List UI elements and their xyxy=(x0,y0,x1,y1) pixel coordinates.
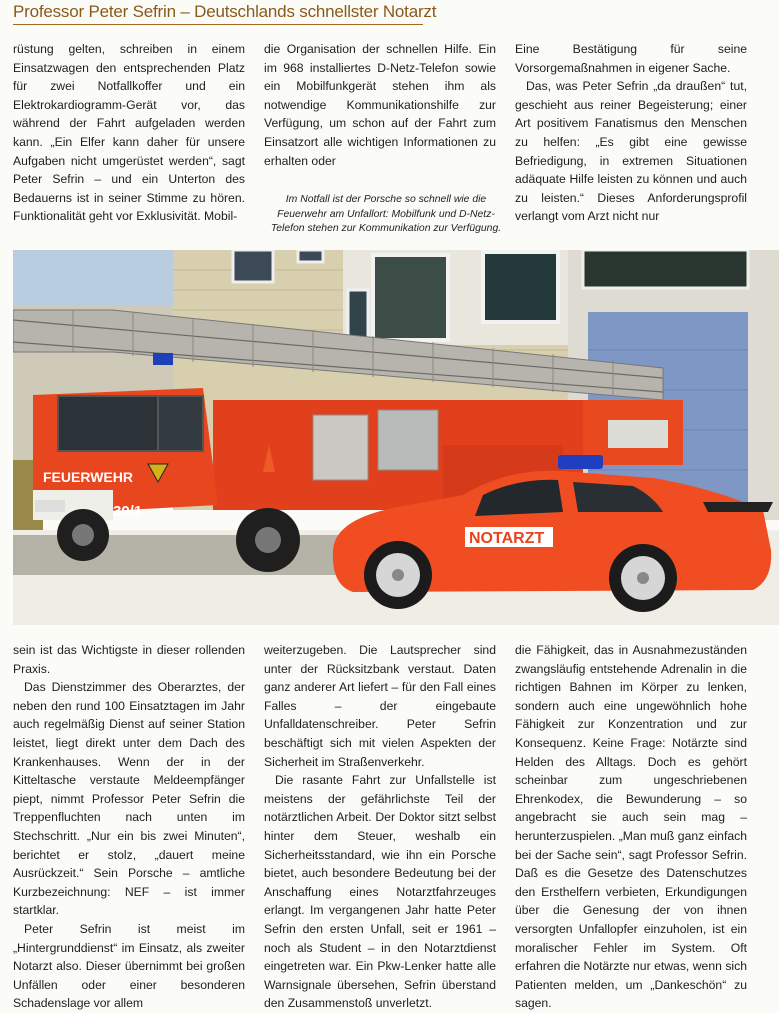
bottom-column-2 xyxy=(264,641,496,1013)
paragraph: weiterzugeben. Die Lautsprecher sind unter der Rücksitzbank verstaut. Daten ganz anderer Art liefert – für den Fall eines Falles – der eingebaute Unfalldatenschreiber. Peter Sefrin beschäftigt sich mit vielen Aspekten der Sicherheit im Straßenverkehr. xyxy=(264,643,496,769)
article-header xyxy=(13,0,437,25)
top-column-1 xyxy=(13,40,245,226)
paragraph: Die rasante Fahrt zur Unfallstelle ist meistens der gefährlichste Teil der notärztlichen Arbeit. Der Doktor sitzt selbst hinter dem Steuer, weshalb ein Sicherheitsstandard, wie ihn ein Porsche bietet, auch besondere Bedeutung bei der Anschaffung eines Notarztfahrzeuges erlangt. Im vergangenen Jahr hatte Peter Sefrin den ersten Unfall, seit er 1961 – noch als Student – in den Notarztdienst eingetreten war. Ein Pkw-Lenker hatte alle Warnsignale übersehen, Sefrin überstand den Zusammenstoß unverletzt. xyxy=(264,773,496,1011)
paragraph: Eine Bestätigung für seine Vorsorgemaßnahmen in eigener Sache. xyxy=(515,42,747,75)
paragraph: Das Dienstzimmer des Oberarztes, der neben den rund 100 Einsatztagen im Jahr auch regelmäßig Dienst auf seiner Station leistet, liegt direkt unter dem Dach des Krankenhauses. Wenn der in der Kitteltasche verstaute Meldeempfänger piept, nimmt Professor Peter Sefrin die Treppenfluchten nach unten im Stechschritt. „Nur ein bis zwei Minuten“, berichtet er stolz, „dauert meine Ausrückzeit.“ Sein Porsche – amtliche Kurzbezeichnung: NEF – ist immer startklar. xyxy=(13,680,245,918)
paragraph: sein ist das Wichtigste in dieser rollenden Praxis. xyxy=(13,643,245,676)
photo-caption: Im Notfall ist der Porsche so schnell wie die Feuerwehr am Unfallort: Mobilfunk und D-Netz-Telefon stehen zur Kommunikation zur Verfügung. xyxy=(270,194,502,235)
paragraph: Das, was Peter Sefrin „da draußen“ tut, geschieht aus reiner Begeisterung; einer Art positivem Fanatismus den Menschen zu helfen: „Es gibt eine gewisse Befriedigung, in extremen Situationen adäquate Hilfe leisten zu können und auch zu leisten.“ Dieses Anforderungsprofil verlangt vom Arzt nicht nur xyxy=(515,79,747,224)
car-door-label: NOTARZT xyxy=(469,530,545,547)
paragraph: die Organisation der schnellen Hilfe. Ein im 968 installiertes D-Netz-Telefon sowie ein Mobilfunkgerät stehen ihm als notwendige Kommunikationshilfe zur Verfügung, um schon auf der Fahrt zum Einsatzort alle wichtigen Informationen zu erhalten oder xyxy=(264,42,496,168)
top-column-3 xyxy=(515,40,747,226)
paragraph: die Fähigkeit, das in Ausnahmezuständen zwangsläufig entstehende Adrenalin in die richtigen Bahnen im Körper zu lenken, sondern auch eine ungewöhnlich hohe Fähigkeit zur Konzentration und zur Konsequenz. Keine Frage: Notärzte sind Helden des Alltags. Doch es gehört scheinbar zum ungeschriebenen Ehrenkodex, die Bewunderung – so angebracht sie auch sein mag – herunterzuspielen. „Man muß ganz einfach bei der Sache sein“, sagt Professor Sefrin. Daß es die Gesetze des Datenschutzes den Ersthelfern verbieten, Erkundigungen über die Genesung der von ihnen versorgten Unfallopfer einzuholen, ist ein moralischer Fehler im System. Oft erfahren die Notärzte nur etwas, wenn sich Patienten melden, um „Dankeschön“ zu sagen. xyxy=(515,643,747,1011)
bottom-column-1 xyxy=(13,641,245,1013)
truck-number: 30/1 xyxy=(113,503,143,520)
paragraph: rüstung gelten, schreiben in einem Einsatzwagen den entsprechenden Platz für zwei Notfallkoffer und ein Elektrokardiogramm-Gerät vor, das während der Fahrt aufgeladen werden kann. „Ein Elfer kann daher für unsere Aufgaben nicht umgerüstet werden“, sagt Peter Sefrin – und ein Unterton des Bedauerns ist in seiner Stimme zu hören. Funktionalität geht vor Exklusivität. Mobil- xyxy=(13,42,245,224)
bottom-column-3 xyxy=(515,641,747,1013)
paragraph: Peter Sefrin ist meist im „Hintergrunddienst“ im Einsatz, als zweiter Notarzt also. Dieser übernimmt bei großen Unfällen oder einer besonderen Schadenslage vor allem xyxy=(13,921,245,1011)
truck-door-label: FEUERWEHR xyxy=(43,469,133,485)
top-column-2 xyxy=(264,40,496,170)
article-title: Professor Peter Sefrin – Deutschlands schnellster Notarzt xyxy=(13,2,437,21)
photo-fire-truck-and-porsche xyxy=(13,250,779,625)
